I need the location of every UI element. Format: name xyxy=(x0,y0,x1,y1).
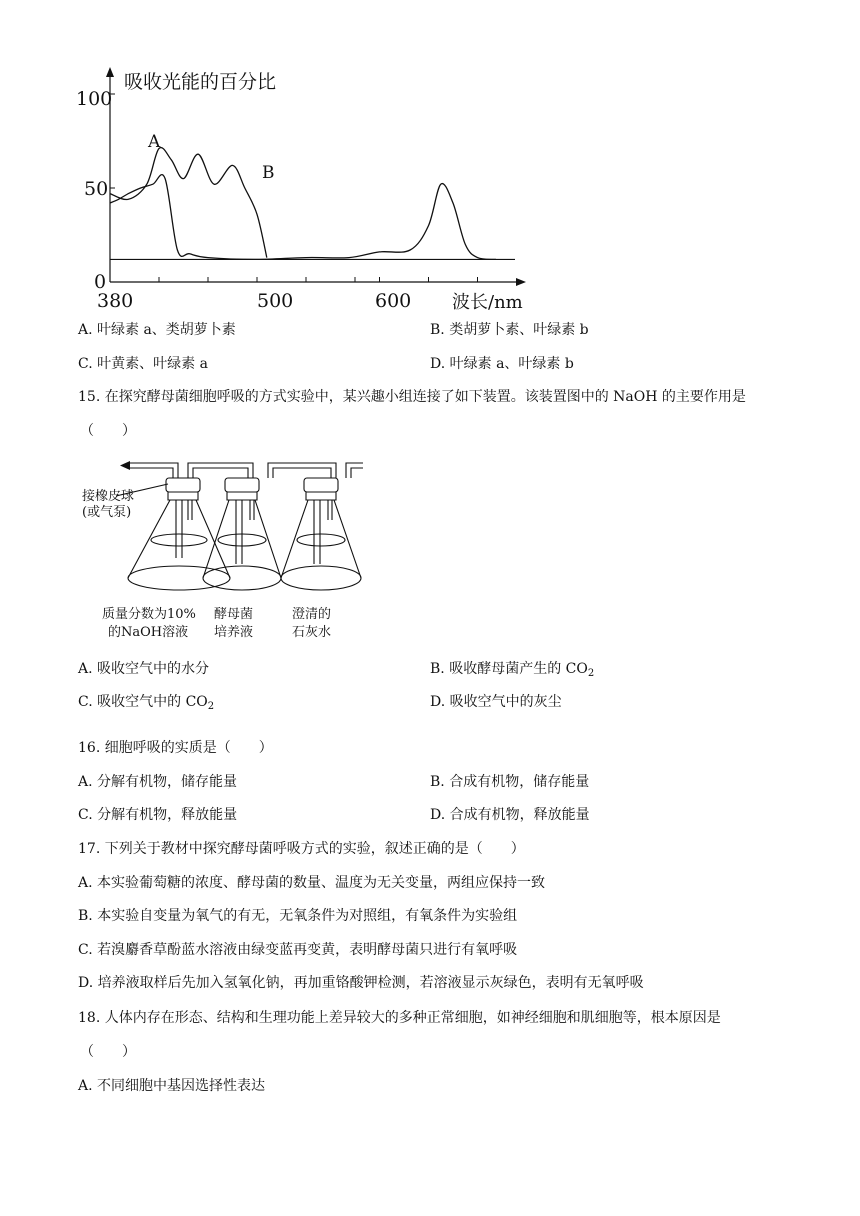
q15-option-c-text: C. 吸收空气中的 CO xyxy=(78,694,208,710)
flask-naoh xyxy=(128,478,230,590)
pump-label-2: (或气泵) xyxy=(82,505,132,520)
q16-stem: 16. 细胞呼吸的实质是（ ） xyxy=(78,740,273,756)
flask2-label-1: 酵母菌 xyxy=(214,607,254,622)
x-axis-title: 波长/nm xyxy=(452,292,523,310)
y-axis-arrow-icon xyxy=(106,67,114,77)
q17-stem: 17. 下列关于教材中探究酵母菌呼吸方式的实验，叙述正确的是（ ） xyxy=(78,841,525,857)
q14-option-a[interactable]: A. 叶绿素 a、类胡萝卜素 xyxy=(78,322,236,338)
series-layer xyxy=(110,148,496,260)
q14-option-d[interactable]: D. 叶绿素 a、叶绿素 b xyxy=(430,356,574,372)
q15-answer-paren: （ ） xyxy=(80,423,136,439)
q15-stem: 15. 在探究酵母菌细胞呼吸的方式实验中，某兴趣小组连接了如下装置。该装置图中的 NaOH 的主要作用是 xyxy=(78,389,746,405)
q15-option-d[interactable]: D. 吸收空气中的灰尘 xyxy=(430,694,562,710)
flask-limewater xyxy=(281,478,361,590)
q14-option-b[interactable]: B. 类胡萝卜素、叶绿素 b xyxy=(430,322,589,338)
q15-option-b-text: B. 吸收酵母菌产生的 CO xyxy=(430,661,588,677)
q17-option-c[interactable]: C. 若溴麝香草酚蓝水溶液由绿变蓝再变黄，表明酵母菌只进行有氧呼吸 xyxy=(78,942,518,958)
pump-label-1: 接橡皮球 xyxy=(82,489,135,504)
x-axis-arrow-icon xyxy=(516,278,526,286)
q15-option-c-subscript: 2 xyxy=(207,701,215,712)
x-tick-label-380: 380 xyxy=(97,290,134,310)
series-label-a: A xyxy=(148,132,161,152)
y-tick-label-100: 100 xyxy=(76,88,113,110)
q18-option-a[interactable]: A. 不同细胞中基因选择性表达 xyxy=(78,1078,266,1094)
q14-option-c[interactable]: C. 叶黄素、叶绿素 a xyxy=(78,356,208,372)
y-tick-label-50: 50 xyxy=(84,178,109,200)
q17-option-d[interactable]: D. 培养液取样后先加入氢氧化钠，再加重铬酸钾检测，若溶液显示灰绿色，表明有无氧呼吸 xyxy=(78,975,644,991)
q18-stem: 18. 人体内存在形态、结构和生理功能上差异较大的多种正常细胞，如神经细胞和肌细胞等，根本原因是 xyxy=(78,1010,721,1026)
q18-answer-paren: （ ） xyxy=(80,1044,136,1060)
q15-option-a[interactable]: A. 吸收空气中的水分 xyxy=(78,661,210,677)
q16-option-b[interactable]: B. 合成有机物，储存能量 xyxy=(430,774,590,790)
flask3-label-2: 石灰水 xyxy=(292,625,332,640)
connector-tube-2 xyxy=(268,463,336,478)
absorption-spectrum-chart xyxy=(70,65,530,310)
series-line-a xyxy=(110,175,496,260)
q15-option-c[interactable] xyxy=(78,692,214,717)
flask1-label-2: 的NaOH溶液 xyxy=(108,625,189,640)
series-label-b: B xyxy=(262,163,275,183)
q15-option-b[interactable] xyxy=(430,659,594,684)
connector-tube-1 xyxy=(188,463,253,478)
q17-option-a[interactable]: A. 本实验葡萄糖的浓度、酵母菌的数量、温度为无关变量，两组应保持一致 xyxy=(78,875,546,891)
x-tick-label-500: 500 xyxy=(257,290,294,310)
q17-option-b[interactable]: B. 本实验自变量为氧气的有无，无氧条件为对照组，有氧条件为实验组 xyxy=(78,908,518,924)
q16-option-a[interactable]: A. 分解有机物，储存能量 xyxy=(78,774,238,790)
y-tick-label-0: 0 xyxy=(94,271,107,293)
flask-yeast xyxy=(203,478,281,590)
chart-axes xyxy=(106,67,526,286)
flask1-label-1: 质量分数为10% xyxy=(102,607,196,622)
x-tick-label-600: 600 xyxy=(375,290,412,310)
q15-option-b-subscript: 2 xyxy=(587,668,595,679)
series-line-b xyxy=(110,148,267,258)
q16-option-c[interactable]: C. 分解有机物，释放能量 xyxy=(78,807,238,823)
flask2-label-2: 培养液 xyxy=(214,625,254,640)
inlet-tube xyxy=(128,463,178,478)
y-axis-title: 吸收光能的百分比 xyxy=(124,71,277,93)
inlet-arrow-icon xyxy=(120,461,130,470)
outlet-tube xyxy=(346,463,363,478)
apparatus-figure xyxy=(78,458,378,643)
flask3-label-1: 澄清的 xyxy=(292,607,332,622)
q16-option-d[interactable]: D. 合成有机物，释放能量 xyxy=(430,807,590,823)
